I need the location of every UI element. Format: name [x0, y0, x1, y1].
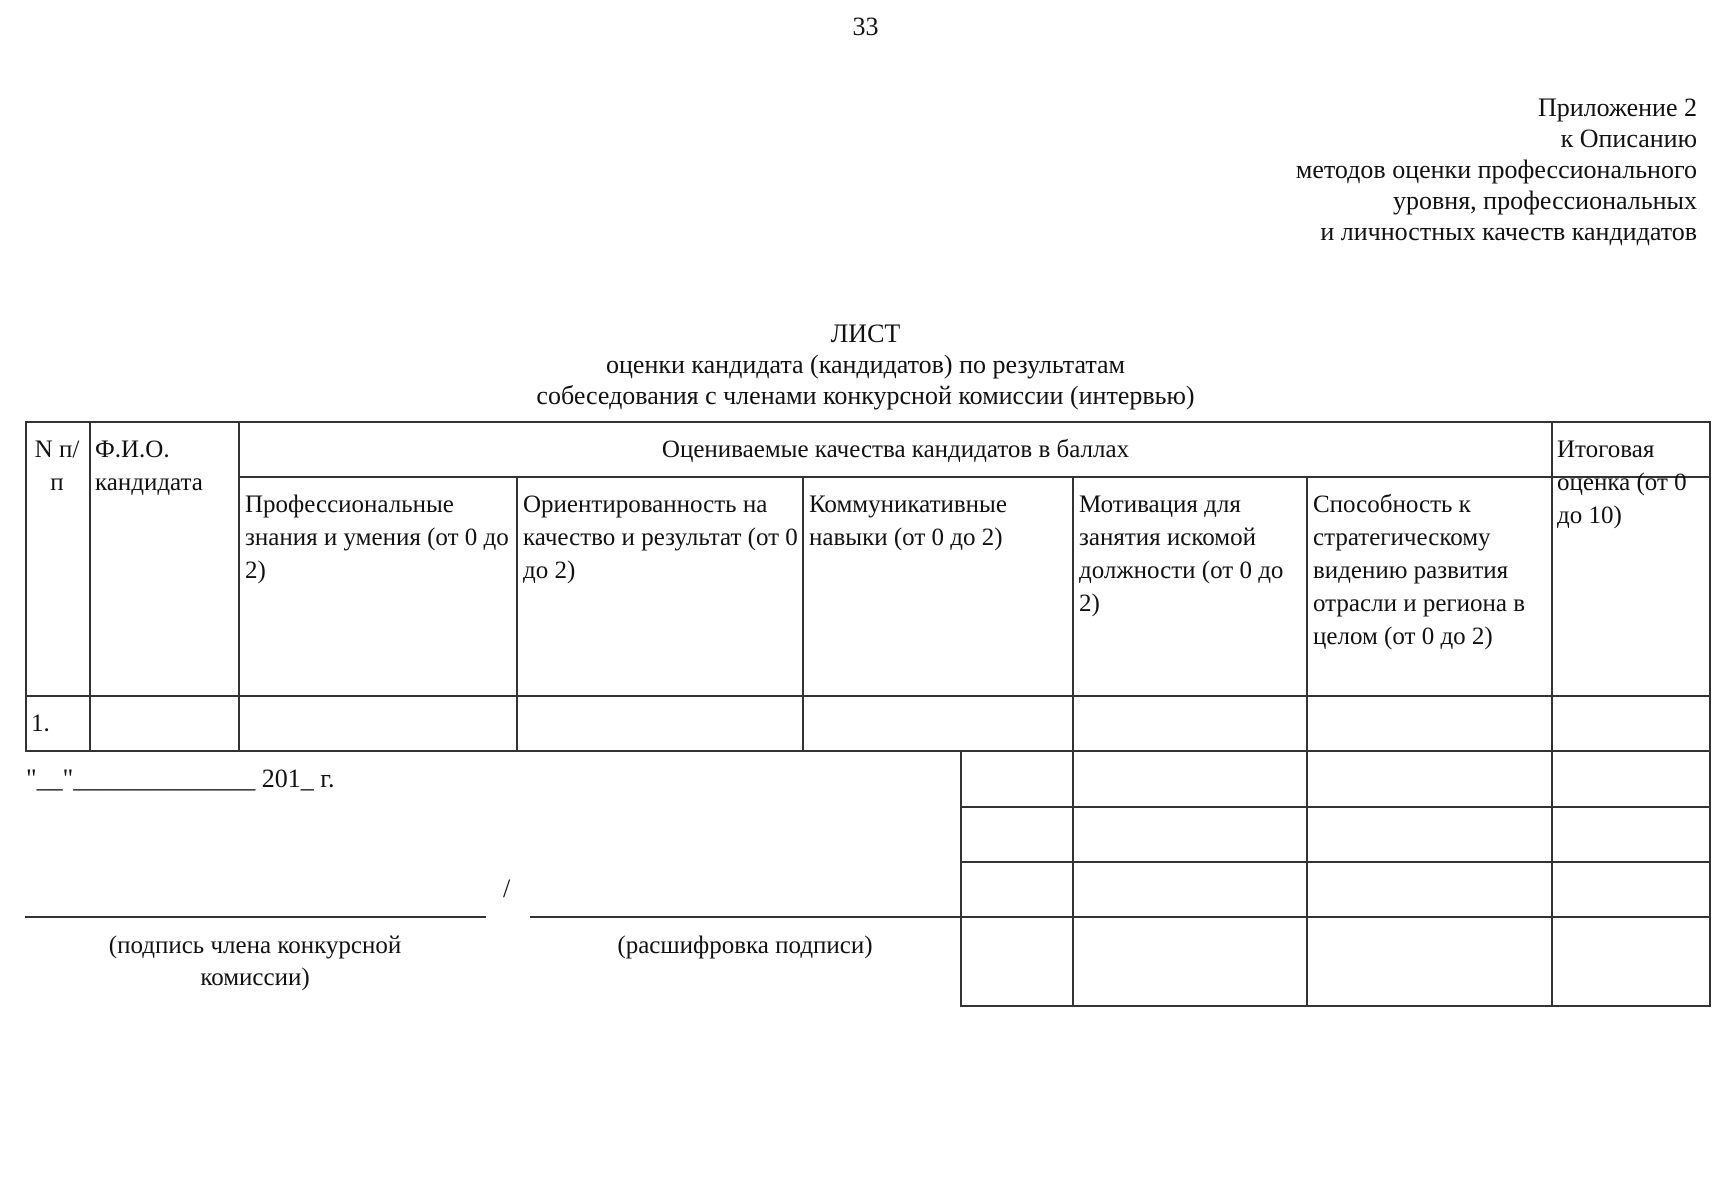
title-heading: ЛИСТ: [830, 319, 901, 348]
signature-member-line: [25, 916, 486, 918]
title-subtitle-line: оценки кандидата (кандидатов) по результатам: [605, 350, 1126, 379]
table-col-divider: [89, 421, 91, 752]
table-col-divider: [1551, 421, 1553, 1007]
signature-decode-line: [530, 916, 962, 918]
criterion-quality-orientation: Ориентированность на качество и результат (от 0 до 2): [523, 491, 798, 584]
header-full-name: Ф.И.О. кандидата: [95, 436, 203, 496]
title-subtitle-line: собеседования с членами конкурсной комиссии (интервью): [536, 381, 1195, 410]
header-number: N п/п: [34, 436, 80, 496]
signature-member-label: (подпись члена конкурсной комиссии): [108, 932, 402, 991]
table-border-right: [1709, 421, 1711, 1007]
criterion-strategic-vision: Способность к стратегическому видению развития отрасли и региона в целом (от 0 до 2): [1313, 491, 1526, 650]
row-number: 1.: [31, 710, 50, 737]
table-border-top: [25, 421, 1711, 423]
table-col-divider: [1072, 476, 1074, 1007]
table-border-left: [25, 421, 27, 752]
page-number: 33: [852, 12, 879, 41]
table-col-divider: [516, 476, 518, 752]
appendix-line: методов оценки профессионального: [1295, 155, 1697, 184]
signature-separator: /: [503, 874, 511, 903]
table-col-divider: [960, 750, 962, 1007]
appendix-reference: [1296, 92, 1697, 247]
table-row-divider: [25, 750, 1711, 752]
appendix-line: к Описанию: [1560, 124, 1697, 153]
header-qualities-group: Оцениваемые качества кандидатов в баллах: [661, 436, 1130, 463]
table-col-divider: [238, 421, 240, 752]
appendix-line: и личностных качеств кандидатов: [1320, 217, 1697, 246]
table-row-divider: [25, 695, 1711, 697]
document-title: [0, 318, 1731, 411]
appendix-line: Приложение 2: [1537, 93, 1697, 122]
appendix-line: уровня, профессиональных: [1393, 186, 1697, 215]
table-col-divider: [1306, 476, 1308, 1007]
date-line: "__"______________ 201_ г.: [26, 764, 335, 793]
criterion-communication-skills: Коммуникативные навыки (от 0 до 2): [809, 491, 1007, 551]
table-header-divider: [239, 476, 1555, 478]
signature-decode-label: (расшифровка подписи): [617, 932, 873, 959]
header-total-score: Итоговая оценка (от 0 до 10): [1557, 436, 1687, 529]
criterion-professional-knowledge: Профессиональные знания и умения (от 0 до 2): [245, 491, 509, 584]
criterion-motivation: Мотивация для занятия искомой должности (от 0 до 2): [1079, 491, 1284, 617]
table-col-divider: [802, 476, 804, 752]
